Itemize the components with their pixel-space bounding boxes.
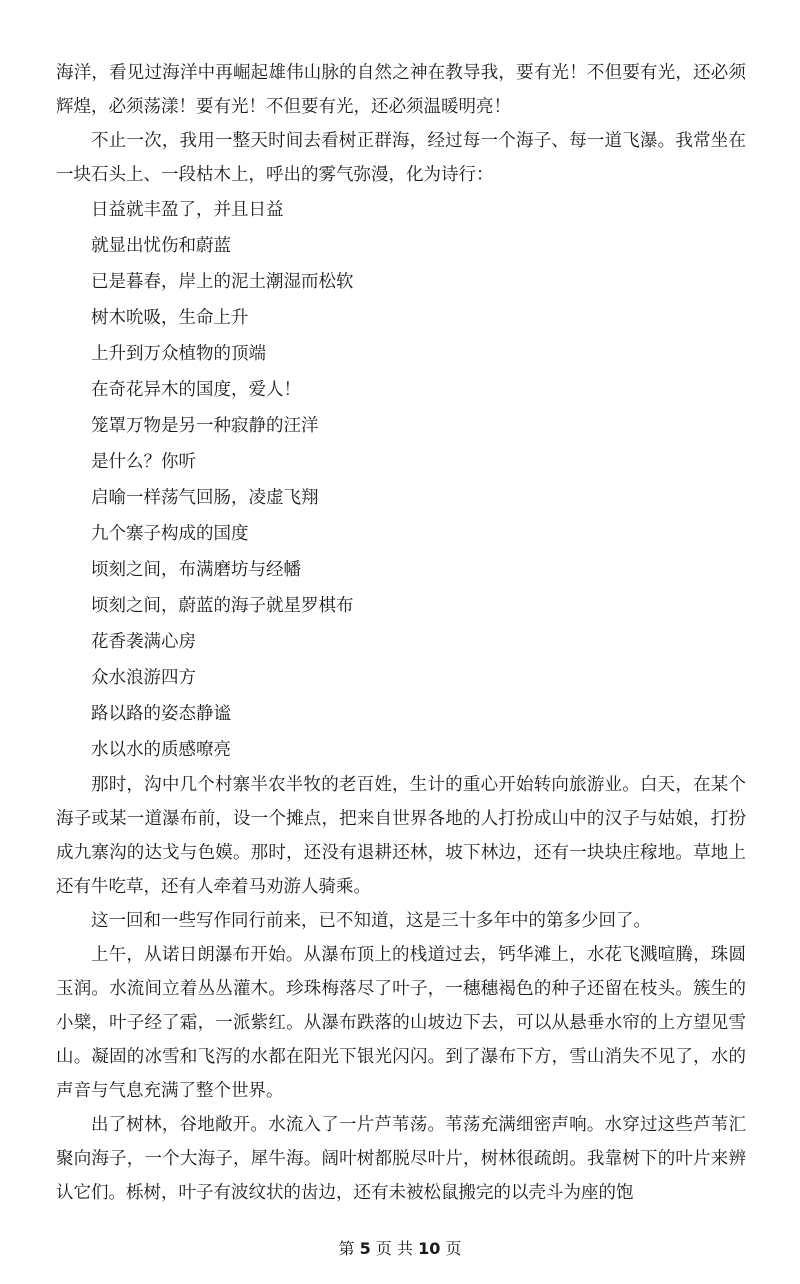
poem-line: 在奇花异木的国度，爱人！ (91, 380, 301, 400)
poem-line: 花香袭满心房 (91, 632, 196, 652)
paragraph-rhino-lake: 出了树林，谷地敞开。水流入了一片芦苇荡。苇荡充满细密声响。水穿过这些芦苇汇聚向海子，一个大海子，犀牛海。阔叶树都脱尽叶片，树林很疏朗。我靠树下的叶片来辨认它们。栎树，叶子有波纹状的齿边，还有未被松鼠搬完的以壳斗为座的饱 (56, 1115, 746, 1203)
poem-line: 笼罩万物是另一种寂静的汪洋 (91, 416, 319, 436)
paragraph-shuzheng: 不止一次，我用一整天时间去看树正群海，经过每一个海子、每一道飞瀑。我常坐在一块石头上、一段枯木上，呼出的雾气弥漫，化为诗行： (56, 131, 746, 185)
poem-block (56, 192, 746, 768)
poem-line: 是什么？你听 (91, 452, 196, 472)
paragraph-ocean: 海洋，看见过海洋中再崛起雄伟山脉的自然之神在教导我，要有光！不但要有光，还必须辉煌，必须荡漾！要有光！不但要有光，还必须温暖明亮！ (56, 63, 746, 117)
poem-line: 上升到万众植物的顶端 (91, 344, 266, 364)
poem-line: 路以路的姿态静谧 (91, 704, 231, 724)
poem-line: 顷刻之间，蔚蓝的海子就星罗棋布 (91, 596, 354, 616)
footer-suffix: 页 (445, 1239, 462, 1258)
footer-page-number: 5 (359, 1239, 371, 1258)
poem-line: 顷刻之间，布满磨坊与经幡 (91, 560, 301, 580)
paragraph-villages: 那时，沟中几个村寨半农半牧的老百姓，生计的重心开始转向旅游业。白天，在某个海子或某一道瀑布前，设一个摊点，把来自世界各地的人打扮成山中的汉子与姑娘，打扮成九寨沟的达戈与色嫫。那时，还没有退耕还林，坡下林边，还有一块块庄稼地。草地上还有牛吃草，还有人牵着马劝游人骑乘。 (56, 775, 746, 897)
poem-line: 已是暮春，岸上的泥土潮湿而松软 (91, 272, 354, 292)
footer-middle: 页 共 (375, 1239, 413, 1258)
paragraph-nuorilang: 上午，从诺日朗瀑布开始。从瀑布顶上的栈道过去，钙华滩上，水花飞溅喧腾，珠圆玉润。水流间立着丛丛灌木。珍珠梅落尽了叶子，一穗穗褐色的种子还留在枝头。簇生的小檗，叶子经了霜，一派紫红。从瀑布跌落的山坡边下去，可以从悬垂水帘的上方望见雪山。凝固的冰雪和飞泻的水都在阳光下银光闪闪。到了瀑布下方，雪山消失不见了，水的声音与气息充满了整个世界。 (56, 945, 746, 1101)
poem-line: 水以水的质感嘹亮 (91, 740, 231, 760)
page-footer (0, 1238, 800, 1260)
paragraph-revisit: 这一回和一些写作同行前来，已不知道，这是三十多年中的第多少回了。 (91, 911, 651, 931)
poem-line: 树木吮吸，生命上升 (91, 308, 249, 328)
footer-prefix: 第 (338, 1239, 355, 1258)
poem-line: 众水浪游四方 (91, 668, 196, 688)
poem-line: 九个寨子构成的国度 (91, 524, 249, 544)
poem-line: 就显出忧伤和蔚蓝 (91, 236, 231, 256)
poem-line: 启喻一样荡气回肠，凌虚飞翔 (91, 488, 319, 508)
poem-line: 日益就丰盈了，并且日益 (91, 200, 284, 220)
footer-total-pages: 10 (418, 1239, 441, 1258)
article-body (56, 56, 746, 1210)
